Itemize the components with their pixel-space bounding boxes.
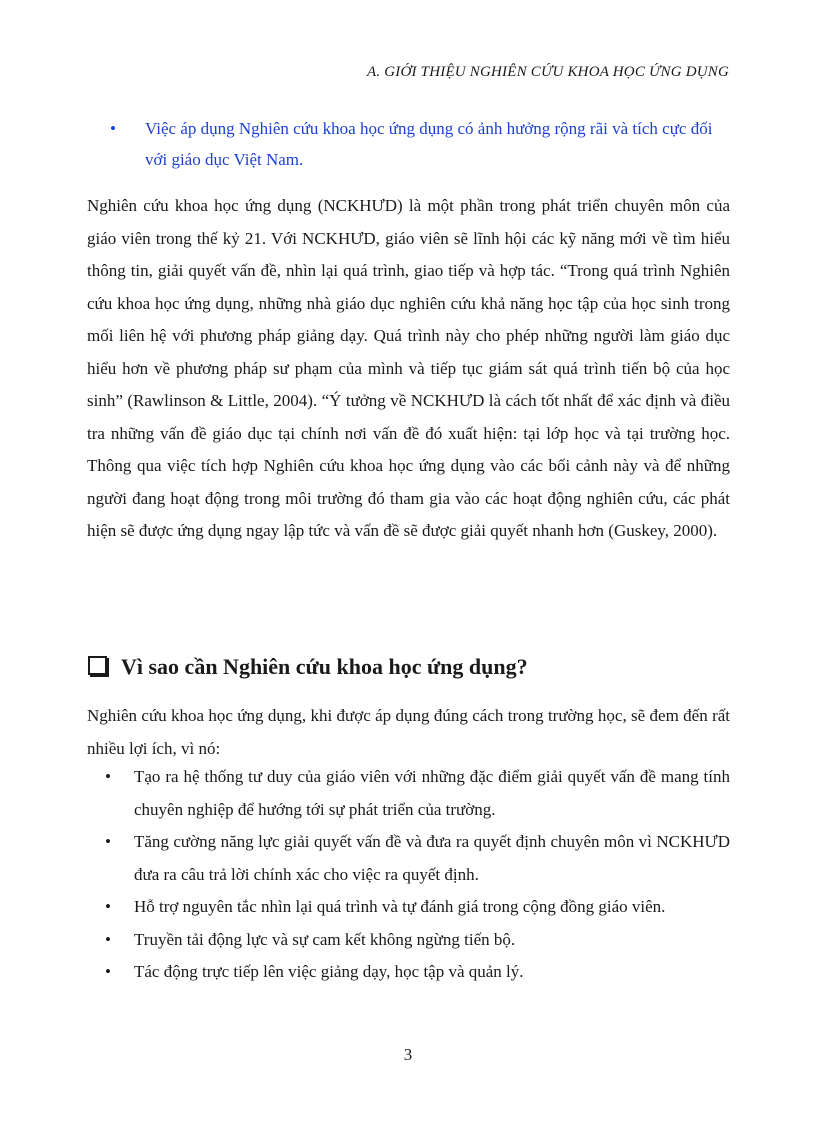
list-item [87,924,730,957]
checkbox-icon [88,656,107,675]
benefits-list [87,761,730,989]
list-item-text: Tác động trực tiếp lên việc giảng dạy, học tập và quản lý. [134,962,524,981]
page-number: 3 [403,1045,413,1064]
list-item [87,891,730,924]
list-item-text: Tạo ra hệ thống tư duy của giáo viên với những đặc điểm giải quyết vấn đề mang tính chuyên nghiệp để hướng tới sự phát triển của trường. [134,767,730,819]
running-header: A. GIỚI THIỆU NGHIÊN CỨU KHOA HỌC ỨNG DỤNG [367,64,729,80]
bullet-icon: • [105,929,111,949]
section-intro: Nghiên cứu khoa học ứng dụng, khi được áp dụng đúng cách trong trường học, sẽ đem đến rất nhiều lợi ích, vì nó: [87,706,730,758]
bullet-icon: • [105,962,111,981]
body-paragraph: Nghiên cứu khoa học ứng dụng (NCKHƯD) là một phần trong phát triển chuyên môn của giáo viên trong thế kỷ 21. Với NCKHƯD, giáo viên sẽ lĩnh hội các kỹ năng mới về tìm hiểu thông tin, giải quyết vấn đề, nhìn lại quá trình, giao tiếp và hợp tác. “Trong quá trình Nghiên cứu khoa học ứng dụng, những nhà giáo dục nghiên cứu khả năng học tập của học sinh trong mối liên hệ với phương pháp giảng dạy. Quá trình này cho phép những người làm giáo dục hiểu hơn về phương pháp sư phạm của mình và tiếp tục giám sát quá trình tiến bộ của học sinh” (Rawlinson & Little, 2004). “Ý tưởng về NCKHƯD là cách tốt nhất để xác định và điều tra những vấn đề giáo dục tại chính nơi vấn đề đó xuất hiện: tại lớp học và tại trường học. Thông qua việc tích hợp Nghiên cứu khoa học ứng dụng vào các bối cảnh này và để những người đang hoạt động trong môi trường đó tham gia vào các hoạt động nghiên cứu, các phát hiện sẽ được ứng dụng ngay lập tức và vấn đề sẽ được giải quyết nhanh hơn (Guskey, 2000). [87,196,730,540]
bullet-icon: • [105,767,111,786]
list-item [87,826,730,891]
list-item-text: Truyền tải động lực và sự cam kết không ngừng tiến bộ. [134,929,516,949]
list-item-text: Hỗ trợ nguyên tắc nhìn lại quá trình và tự đánh giá trong cộng đồng giáo viên. [134,897,666,916]
highlighted-bullet-text: Việc áp dụng Nghiên cứu khoa học ứng dụng có ảnh hưởng rộng rãi và tích cực đối với giáo dục Việt Nam. [145,119,713,169]
section-heading [88,652,528,682]
list-item [87,761,730,826]
list-item [87,956,730,989]
bullet-icon: • [110,119,116,138]
list-item-text: Tăng cường năng lực giải quyết vấn đề và đưa ra quyết định chuyên môn vì NCKHƯD đưa ra câu trả lời chính xác cho việc ra quyết định. [134,832,730,884]
bullet-icon: • [105,897,111,916]
bullet-icon: • [105,832,111,851]
section-heading-text: Vì sao cần Nghiên cứu khoa học ứng dụng? [121,654,528,679]
highlighted-bullet [110,113,730,175]
